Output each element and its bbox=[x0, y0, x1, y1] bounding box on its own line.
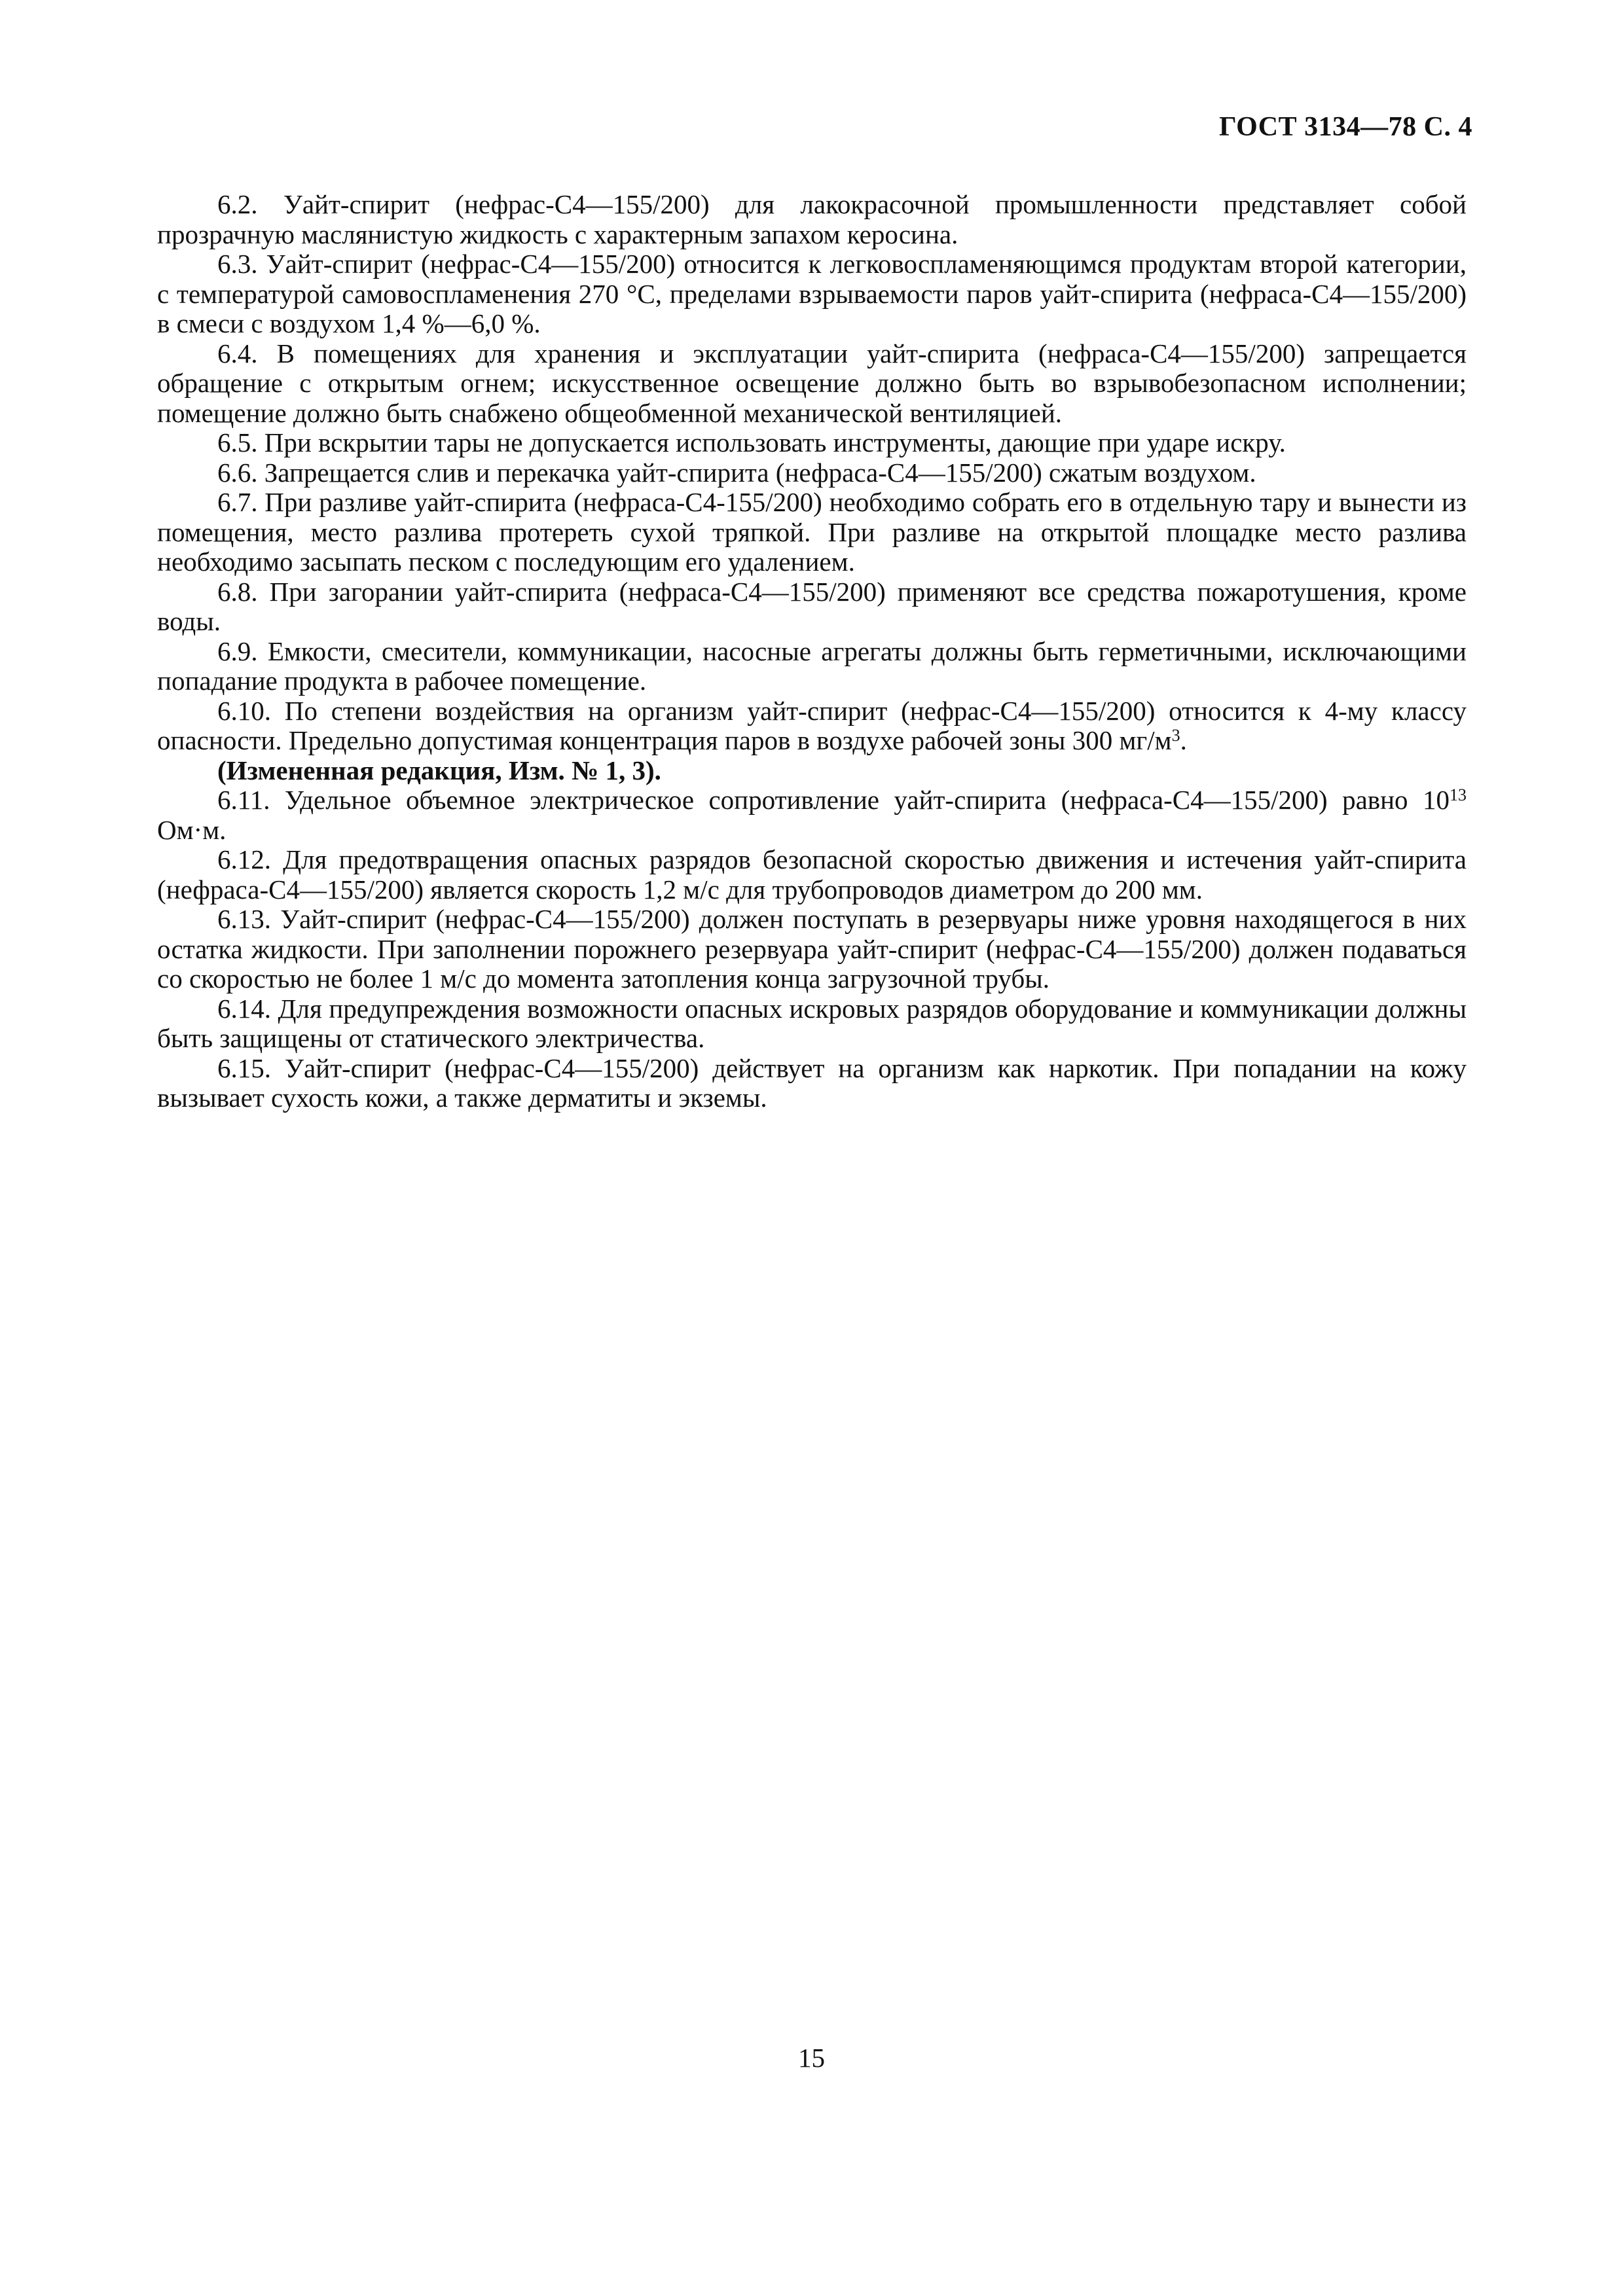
paragraph-6-8: 6.8. При загорании уайт-спирита (нефраса-С4—155/200) применяют все средства пожаротушения, кроме воды. bbox=[157, 576, 1467, 636]
paragraph-6-10 bbox=[157, 696, 1467, 756]
paragraph-6-4: 6.4. В помещениях для хранения и эксплуатации уайт-спирита (нефраса-С4—155/200) запрещается обращение с открытым огнем; искусственное освещение должно быть во взрывобезопасном исполнении; помещение должно быть снабжено общеобменной механической вентиляцией. bbox=[157, 338, 1467, 428]
paragraph-6-6: 6.6. Запрещается слив и перекачка уайт-спирита (нефраса-С4—155/200) сжатым воздухом. bbox=[217, 457, 1256, 488]
document-header: ГОСТ 3134—78 С. 4 bbox=[1218, 112, 1472, 142]
page-number: 15 bbox=[798, 2043, 825, 2073]
paragraph-6-15: 6.15. Уайт-спирит (нефрас-С4—155/200) действует на организм как наркотик. При попадании на кожу вызывает сухость кожи, а также дерматиты и экземы. bbox=[157, 1052, 1467, 1113]
paragraph-6-11 bbox=[157, 785, 1467, 845]
paragraph-6-3: 6.3. Уайт-спирит (нефрас-С4—155/200) относится к легковоспламеняющимся продуктам второй категории, с температурой самовоспламенения 270 °С, пределами взрываемости паров уайт-спирита (нефраса-С4—155/200) в смеси с воздухом 1,4 %—6,0 %. bbox=[157, 249, 1467, 338]
paragraph-6-2: 6.2. Уайт-спирит (нефрас-С4—155/200) для лакокрасочной промышленности представляет собой прозрачную маслянистую жидкость с характерным запахом керосина. bbox=[157, 189, 1467, 249]
paragraph-6-10-end: . bbox=[1180, 725, 1187, 755]
superscript-cubic: 3 bbox=[1171, 726, 1180, 745]
paragraph-6-11-end: Ом·м. bbox=[157, 814, 227, 845]
paragraph-6-11-text: 6.11. Удельное объемное электрическое сопротивление уайт-спирита (нефраса-С4—155/200) равно 10 bbox=[217, 785, 1450, 815]
paragraph-6-14: 6.14. Для предупреждения возможности опасных искровых разрядов оборудование и коммуникации должны быть защищены от статического электричества. bbox=[157, 993, 1467, 1053]
paragraph-6-9: 6.9. Емкости, смесители, коммуникации, насосные агрегаты должны быть герметичными, исключающими попадание продукта в рабочее помещение. bbox=[157, 636, 1467, 696]
paragraph-6-13: 6.13. Уайт-спирит (нефрас-С4—155/200) должен поступать в резервуары ниже уровня находящегося в них остатка жидкости. При заполнении порожнего резервуара уайт-спирит (нефрас-С4—155/200) должен подаваться со скоростью не более 1 м/с до момента затопления конца загрузочной трубы. bbox=[157, 904, 1467, 994]
amendment-note: (Измененная редакция, Изм. № 1, 3). bbox=[217, 755, 661, 785]
paragraph-6-12: 6.12. Для предотвращения опасных разрядов безопасной скоростью движения и истечения уайт-спирита (нефраса-С4—155/200) является скорость 1,2 м/с для трубопроводов диаметром до 200 мм. bbox=[157, 844, 1467, 905]
paragraph-6-5: 6.5. При вскрытии тары не допускается использовать инструменты, дающие при ударе искру. bbox=[217, 427, 1286, 457]
paragraph-6-7: 6.7. При разливе уайт-спирита (нефраса-С4-155/200) необходимо собрать его в отдельную тару и вынести из помещения, место разлива протереть сухой тряпкой. При разливе на открытой площадке место разлива необходимо засыпать песком с последующим его удалением. bbox=[157, 487, 1467, 577]
paragraph-6-10-text: 6.10. По степени воздействия на организм уайт-спирит (нефрас-С4—155/200) относится к 4-му классу опасности. Предельно допустимая концентрация паров в воздухе рабочей зоны 300 мг/м bbox=[157, 695, 1467, 755]
superscript-exponent: 13 bbox=[1450, 785, 1467, 804]
document-body bbox=[157, 190, 1467, 1113]
